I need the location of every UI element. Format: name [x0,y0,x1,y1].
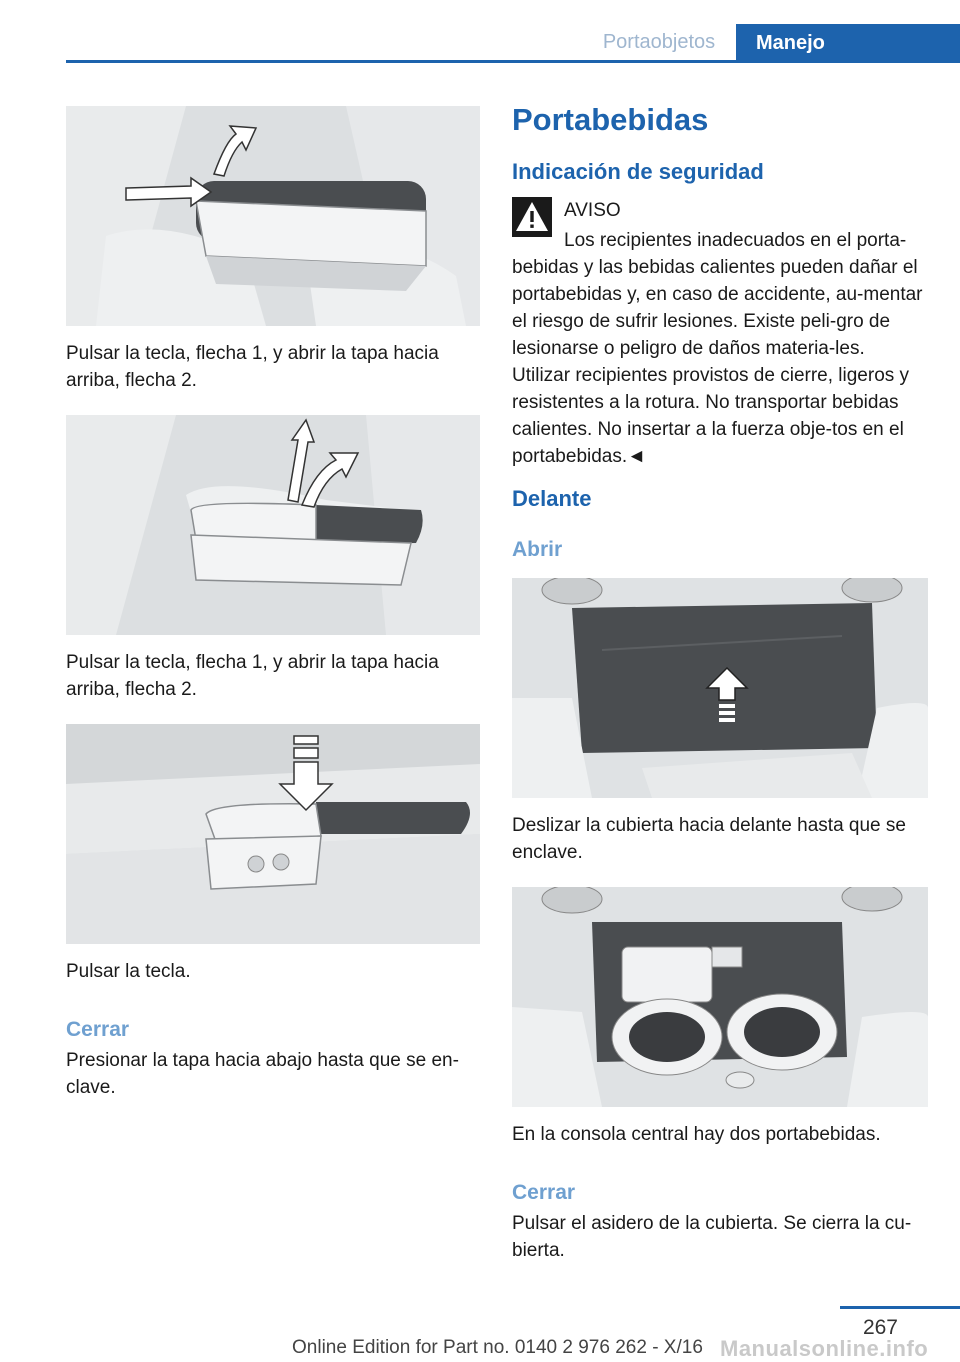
safety-heading: Indicación de seguridad [512,159,764,184]
page-number: 267 [862,1316,898,1339]
warning-text-first-line: Los recipientes inadecuados en el porta- [564,230,907,251]
right-close-heading: Cerrar [512,1181,576,1204]
figure-armrest-open-1 [66,106,480,326]
header-section-tab[interactable]: Portaobjetos [602,31,716,53]
header-chapter-tab[interactable]: Manejo [736,24,960,63]
header-rule [66,60,960,63]
footer-rule [840,1306,960,1309]
caption-armrest-2: Pulsar la tecla, flecha 1, y abrir la tapa hacia arriba, flecha 2. [66,652,439,700]
caption-armrest-1: Pulsar la tecla, flecha 1, y abrir la tapa hacia arriba, flecha 2. [66,343,439,391]
figure-armrest-button [66,724,480,944]
watermark: Manualsonline.info [720,1336,929,1361]
open-heading: Abrir [512,538,563,561]
warning-label: AVISO [564,200,621,221]
figure-console-cover [512,578,928,798]
left-close-text: Presionar la tapa hacia abajo hasta que se en-clave. [66,1050,459,1098]
warning-text: bebidas y las bebidas calientes pueden dañar el portabebidas y, en caso de accidente, au-mentar el riesgo de sufrir lesiones. Existe peli-gro de lesionarse o peligro de daños materia-les. Utilizar recipientes provistos de cierre, ligeros y resistentes a la rotura. No transportar bebidas calientes. No insertar a la fuerza obje-tos en el portabebidas.◄ [512,257,923,467]
front-heading: Delante [512,486,592,511]
warning-triangle-icon [512,197,552,237]
left-close-heading: Cerrar [66,1018,130,1041]
figure-cupholders [512,887,928,1107]
figure-armrest-open-2 [66,415,480,635]
section-title: Portabebidas [512,102,709,137]
page-header [0,0,960,64]
caption-armrest-3: Pulsar la tecla. [66,961,191,982]
edition-line: Online Edition for Part no. 0140 2 976 262 - X/16 [292,1337,703,1358]
caption-cupholders: En la consola central hay dos portabebidas. [512,1124,881,1145]
right-close-text: Pulsar el asidero de la cubierta. Se cierra la cu-bierta. [512,1213,912,1261]
caption-console-cover: Deslizar la cubierta hacia delante hasta que se enclave. [512,815,906,863]
